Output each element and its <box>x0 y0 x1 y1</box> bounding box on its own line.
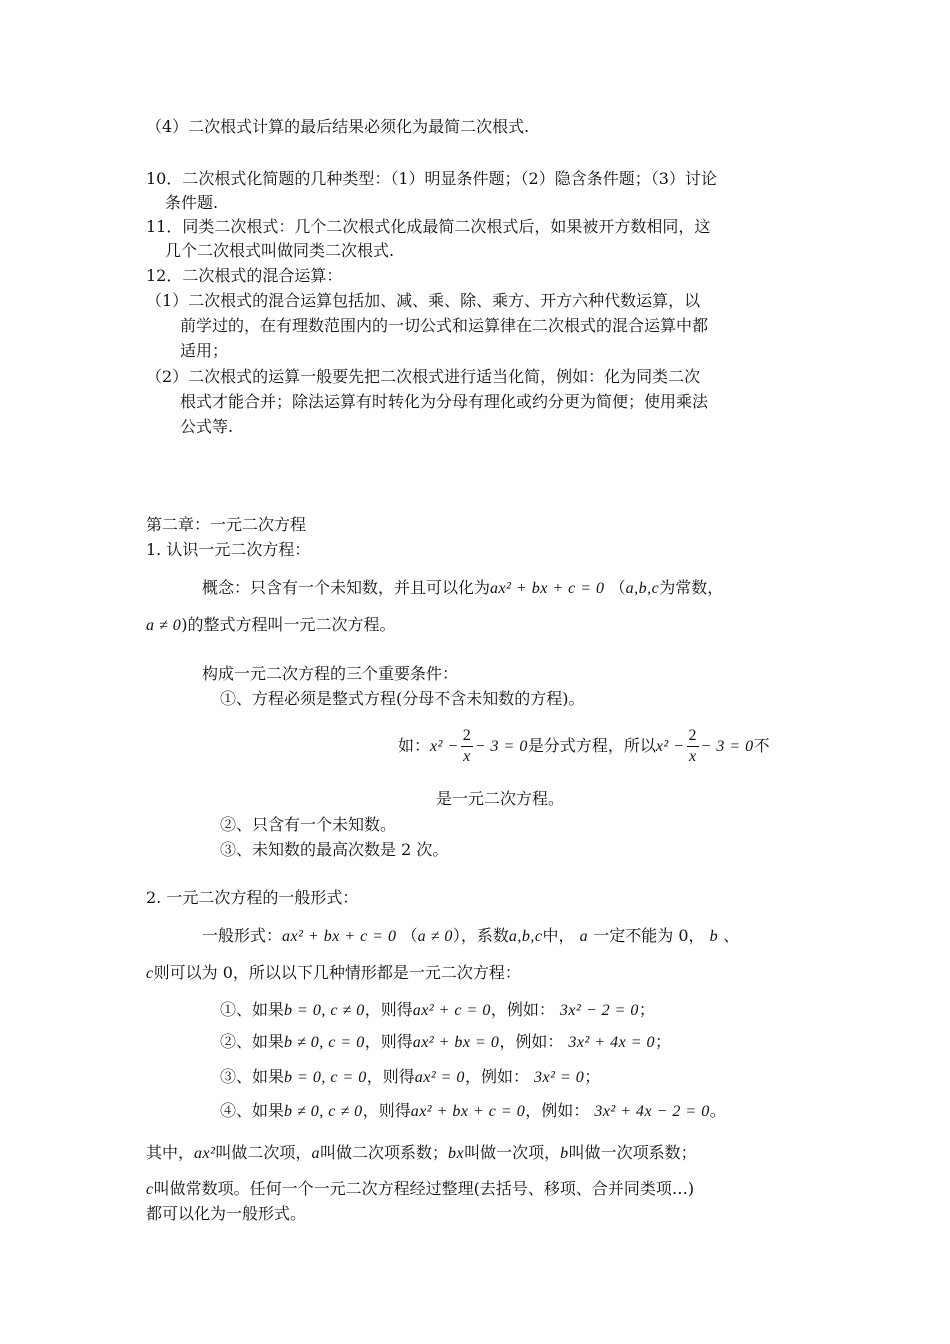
section-heading: 2. 一元二次方程的一般形式： <box>146 888 359 907</box>
text: ，例如： <box>490 1000 555 1019</box>
fraction <box>687 726 699 767</box>
formula: b = 0, c ≠ 0 <box>284 1002 365 1019</box>
text-line <box>146 1178 694 1201</box>
section-heading: 1. 认识一元二次方程： <box>146 540 311 559</box>
text-line: ②、只含有一个未知数。 <box>220 815 397 834</box>
fraction <box>461 726 473 767</box>
text-line <box>220 1100 726 1123</box>
text: 叫做常数项。任何一个一元二次方程经过整理(去括号、移项、合并同类项…) <box>153 1179 695 1198</box>
text-line <box>398 724 770 769</box>
text: ，则得 <box>364 1000 413 1019</box>
formula: a <box>579 928 589 945</box>
text: ①、如果 <box>220 1000 285 1019</box>
text-line <box>202 577 723 600</box>
formula: ax² + bx + c = 0 <box>282 928 397 945</box>
text: 一定不能为 0， <box>593 926 705 945</box>
text-line: 11．同类二次根式：几个二次根式化成最简二次根式后，如果被开方数相同，这 <box>146 217 711 236</box>
formula: bx <box>447 1145 465 1162</box>
text-line: 条件题. <box>165 193 219 212</box>
formula: − 3 = 0 <box>700 738 754 755</box>
text: （ <box>401 926 418 945</box>
text: )的整式方程叫一元二次方程。 <box>181 615 396 634</box>
formula: b <box>560 1145 569 1162</box>
text: ，例如： <box>525 1101 590 1120</box>
text-line: （1）二次根式的混合运算包括加、减、乘、除、乘方、开方六种代数运算，以 <box>146 291 701 310</box>
text-line: ①、方程必须是整式方程(分母不含未知数的方程)。 <box>220 689 585 708</box>
text: ； <box>584 1067 601 1086</box>
text: 叫做一次项系数； <box>568 1143 697 1162</box>
text-line: ③、未知数的最高次数是 2 次。 <box>220 840 449 859</box>
text: 一般形式： <box>202 926 283 945</box>
formula: a,b,c <box>508 928 543 945</box>
text-line <box>146 962 521 985</box>
formula: ax² = 0 <box>414 1069 465 1086</box>
text-line: 都可以化为一般形式。 <box>146 1204 307 1223</box>
text-line <box>146 1142 697 1165</box>
fraction-denominator: x <box>463 748 471 765</box>
formula: x² − <box>655 738 685 755</box>
text-line: （4）二次根式计算的最后结果必须化为最简二次根式. <box>146 117 530 136</box>
formula: ax² + bx + c = 0 <box>490 580 605 597</box>
formula: b ≠ 0, c ≠ 0 <box>284 1103 363 1120</box>
formula: ax² + bx = 0 <box>412 1034 500 1051</box>
formula: x² − <box>430 738 459 755</box>
text: ，则得 <box>362 1101 411 1120</box>
chapter-title: 第二章：一元二次方程 <box>146 515 307 534</box>
text: 中， <box>542 926 575 945</box>
text-line <box>220 1066 600 1089</box>
formula: c <box>146 1181 154 1198</box>
formula: b = 0, c = 0 <box>284 1069 367 1086</box>
formula: a,b,c <box>625 580 660 597</box>
text: 如： <box>398 736 431 755</box>
formula: 3x² = 0 <box>534 1069 585 1086</box>
text: 不 <box>753 736 770 755</box>
fraction-numerator: 2 <box>687 726 699 747</box>
formula: − 3 = 0 <box>474 738 528 755</box>
text: 叫做二次项， <box>215 1143 312 1162</box>
formula: a ≠ 0 <box>146 617 182 634</box>
text-line: 公式等. <box>180 417 234 436</box>
fraction-numerator: 2 <box>461 726 473 747</box>
formula: ax² <box>194 1145 216 1162</box>
text-line <box>220 1031 671 1054</box>
text-line <box>146 614 396 637</box>
text: ），系数 <box>452 926 509 945</box>
text-line: 根式才能合并；除法运算有时转化为分母有理化或约分更为简便；使用乘法 <box>180 392 709 411</box>
text: ，例如： <box>464 1067 529 1086</box>
text-line <box>202 925 739 948</box>
text-line: 构成一元二次方程的三个重要条件： <box>202 664 459 683</box>
text-line: 适用； <box>180 341 229 360</box>
text: ，则得 <box>366 1067 415 1086</box>
fraction-denominator: x <box>688 748 697 765</box>
formula: c <box>146 965 154 982</box>
text-line: 10．二次根式化简题的几种类型：（1）明显条件题；（2）隐含条件题；（3）讨论 <box>146 169 717 188</box>
text-line: 前学过的，在有理数范围内的一切公式和运算律在二次根式的混合运算中都 <box>180 316 709 335</box>
text: ； <box>655 1032 672 1051</box>
text: ，则得 <box>364 1032 413 1051</box>
text: ②、如果 <box>220 1032 285 1051</box>
text: 叫做二次项系数； <box>319 1143 448 1162</box>
formula: ax² + bx + c = 0 <box>410 1103 526 1120</box>
text: 。 <box>709 1101 726 1120</box>
text: 、 <box>723 926 740 945</box>
text-line: 12．二次根式的混合运算： <box>146 266 343 285</box>
formula: 3x² + 4x − 2 = 0 <box>594 1103 710 1120</box>
text: ； <box>638 1000 655 1019</box>
text: ，例如： <box>499 1032 564 1051</box>
formula: ax² + c = 0 <box>412 1002 491 1019</box>
text: （ <box>609 578 626 597</box>
text: 则可以为 0，所以以下几种情形都是一元二次方程： <box>153 963 521 982</box>
text: 是分式方程，所以 <box>527 736 656 755</box>
text-line: 是一元二次方程。 <box>436 789 565 808</box>
formula: b <box>709 928 719 945</box>
formula: b ≠ 0, c = 0 <box>284 1034 365 1051</box>
text: 为常数， <box>659 578 724 597</box>
formula: a <box>311 1145 320 1162</box>
text-line <box>220 999 655 1022</box>
text: ④、如果 <box>220 1101 285 1120</box>
formula: 3x² + 4x = 0 <box>568 1034 656 1051</box>
text: ③、如果 <box>220 1067 285 1086</box>
formula: a ≠ 0 <box>417 928 453 945</box>
formula: 3x² − 2 = 0 <box>559 1002 639 1019</box>
text-line: 几个二次根式叫做同类二次根式. <box>165 241 395 260</box>
text: 叫做一次项， <box>464 1143 561 1162</box>
text-line: （2）二次根式的运算一般要先把二次根式进行适当化简，例如：化为同类二次 <box>146 367 701 386</box>
text: 概念：只含有一个未知数，并且可以化为 <box>202 578 491 597</box>
text: 其中， <box>146 1143 195 1162</box>
